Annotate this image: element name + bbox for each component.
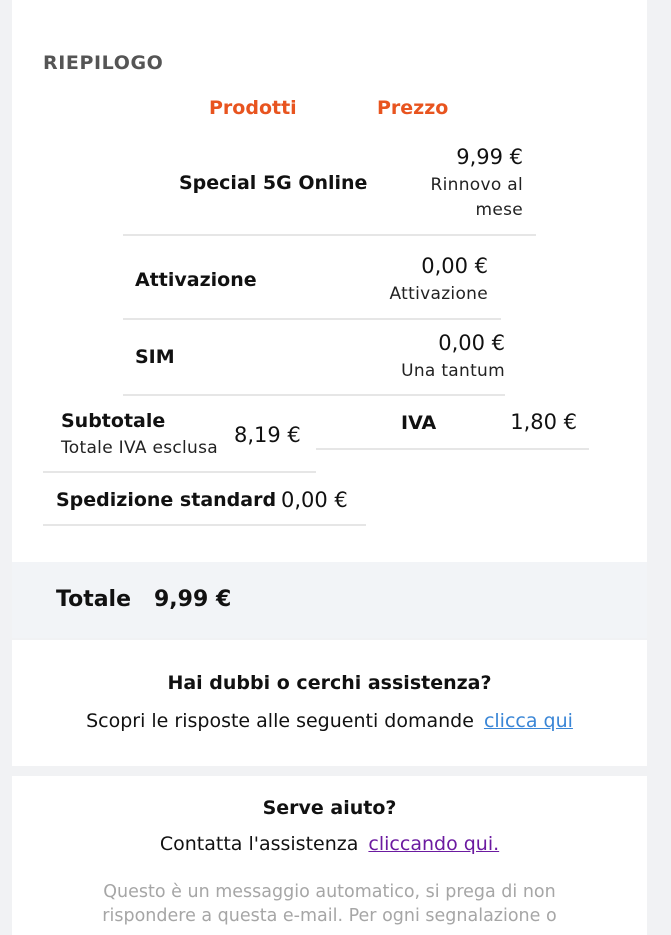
help-text: Contatta l'assistenza xyxy=(159,833,359,855)
shipping-value: 0,00 € xyxy=(281,488,348,512)
item-note-special-5g-line1: Rinnovo al xyxy=(430,175,523,195)
item-price-sim: 0,00 € xyxy=(438,331,505,355)
divider xyxy=(316,448,589,450)
divider xyxy=(43,524,366,526)
faq-heading: Hai dubbi o cerchi assistenza? xyxy=(167,672,492,694)
subtotal-value: 8,19 € xyxy=(234,423,301,447)
order-summary-card xyxy=(12,0,647,562)
price-column-header: Prezzo xyxy=(377,97,449,119)
item-name-special-5g: Special 5G Online xyxy=(179,172,368,194)
faq-card xyxy=(12,640,647,766)
total-label: Totale xyxy=(56,587,132,612)
divider xyxy=(123,234,536,236)
products-column-header: Prodotti xyxy=(209,97,297,119)
help-card xyxy=(12,776,647,935)
subtotal-sublabel: Totale IVA esclusa xyxy=(61,438,218,458)
item-name-sim: SIM xyxy=(135,346,175,368)
faq-text-line xyxy=(12,710,647,732)
faq-text: Scopri le risposte alle seguenti domande xyxy=(86,710,474,732)
subtotal-label: Subtotale xyxy=(61,410,166,432)
disclaimer-line-1: Questo è un messaggio automatico, si prega di non xyxy=(103,882,556,902)
total-value: 9,99 € xyxy=(154,587,232,612)
divider xyxy=(43,471,316,473)
shipping-label: Spedizione standard xyxy=(56,489,277,511)
item-price-special-5g: 9,99 € xyxy=(456,145,523,169)
iva-value: 1,80 € xyxy=(510,410,577,434)
help-text-line xyxy=(12,833,647,855)
item-note-sim: Una tantum xyxy=(401,361,505,381)
iva-label: IVA xyxy=(401,412,437,434)
total-band xyxy=(12,562,647,638)
item-name-attivazione: Attivazione xyxy=(135,269,257,291)
item-note-attivazione: Attivazione xyxy=(389,284,488,304)
disclaimer-line-2: rispondere a questa e-mail. Per ogni segnalazione o xyxy=(102,906,557,926)
item-price-attivazione: 0,00 € xyxy=(421,254,488,278)
item-note-special-5g-line2: mese xyxy=(475,200,523,220)
help-heading: Serve aiuto? xyxy=(262,797,397,819)
divider xyxy=(123,394,505,396)
help-contact-link[interactable]: cliccando qui. xyxy=(368,833,500,855)
summary-title: RIEPILOGO xyxy=(43,52,164,74)
faq-link[interactable]: clicca qui xyxy=(483,710,573,732)
divider xyxy=(123,318,501,320)
